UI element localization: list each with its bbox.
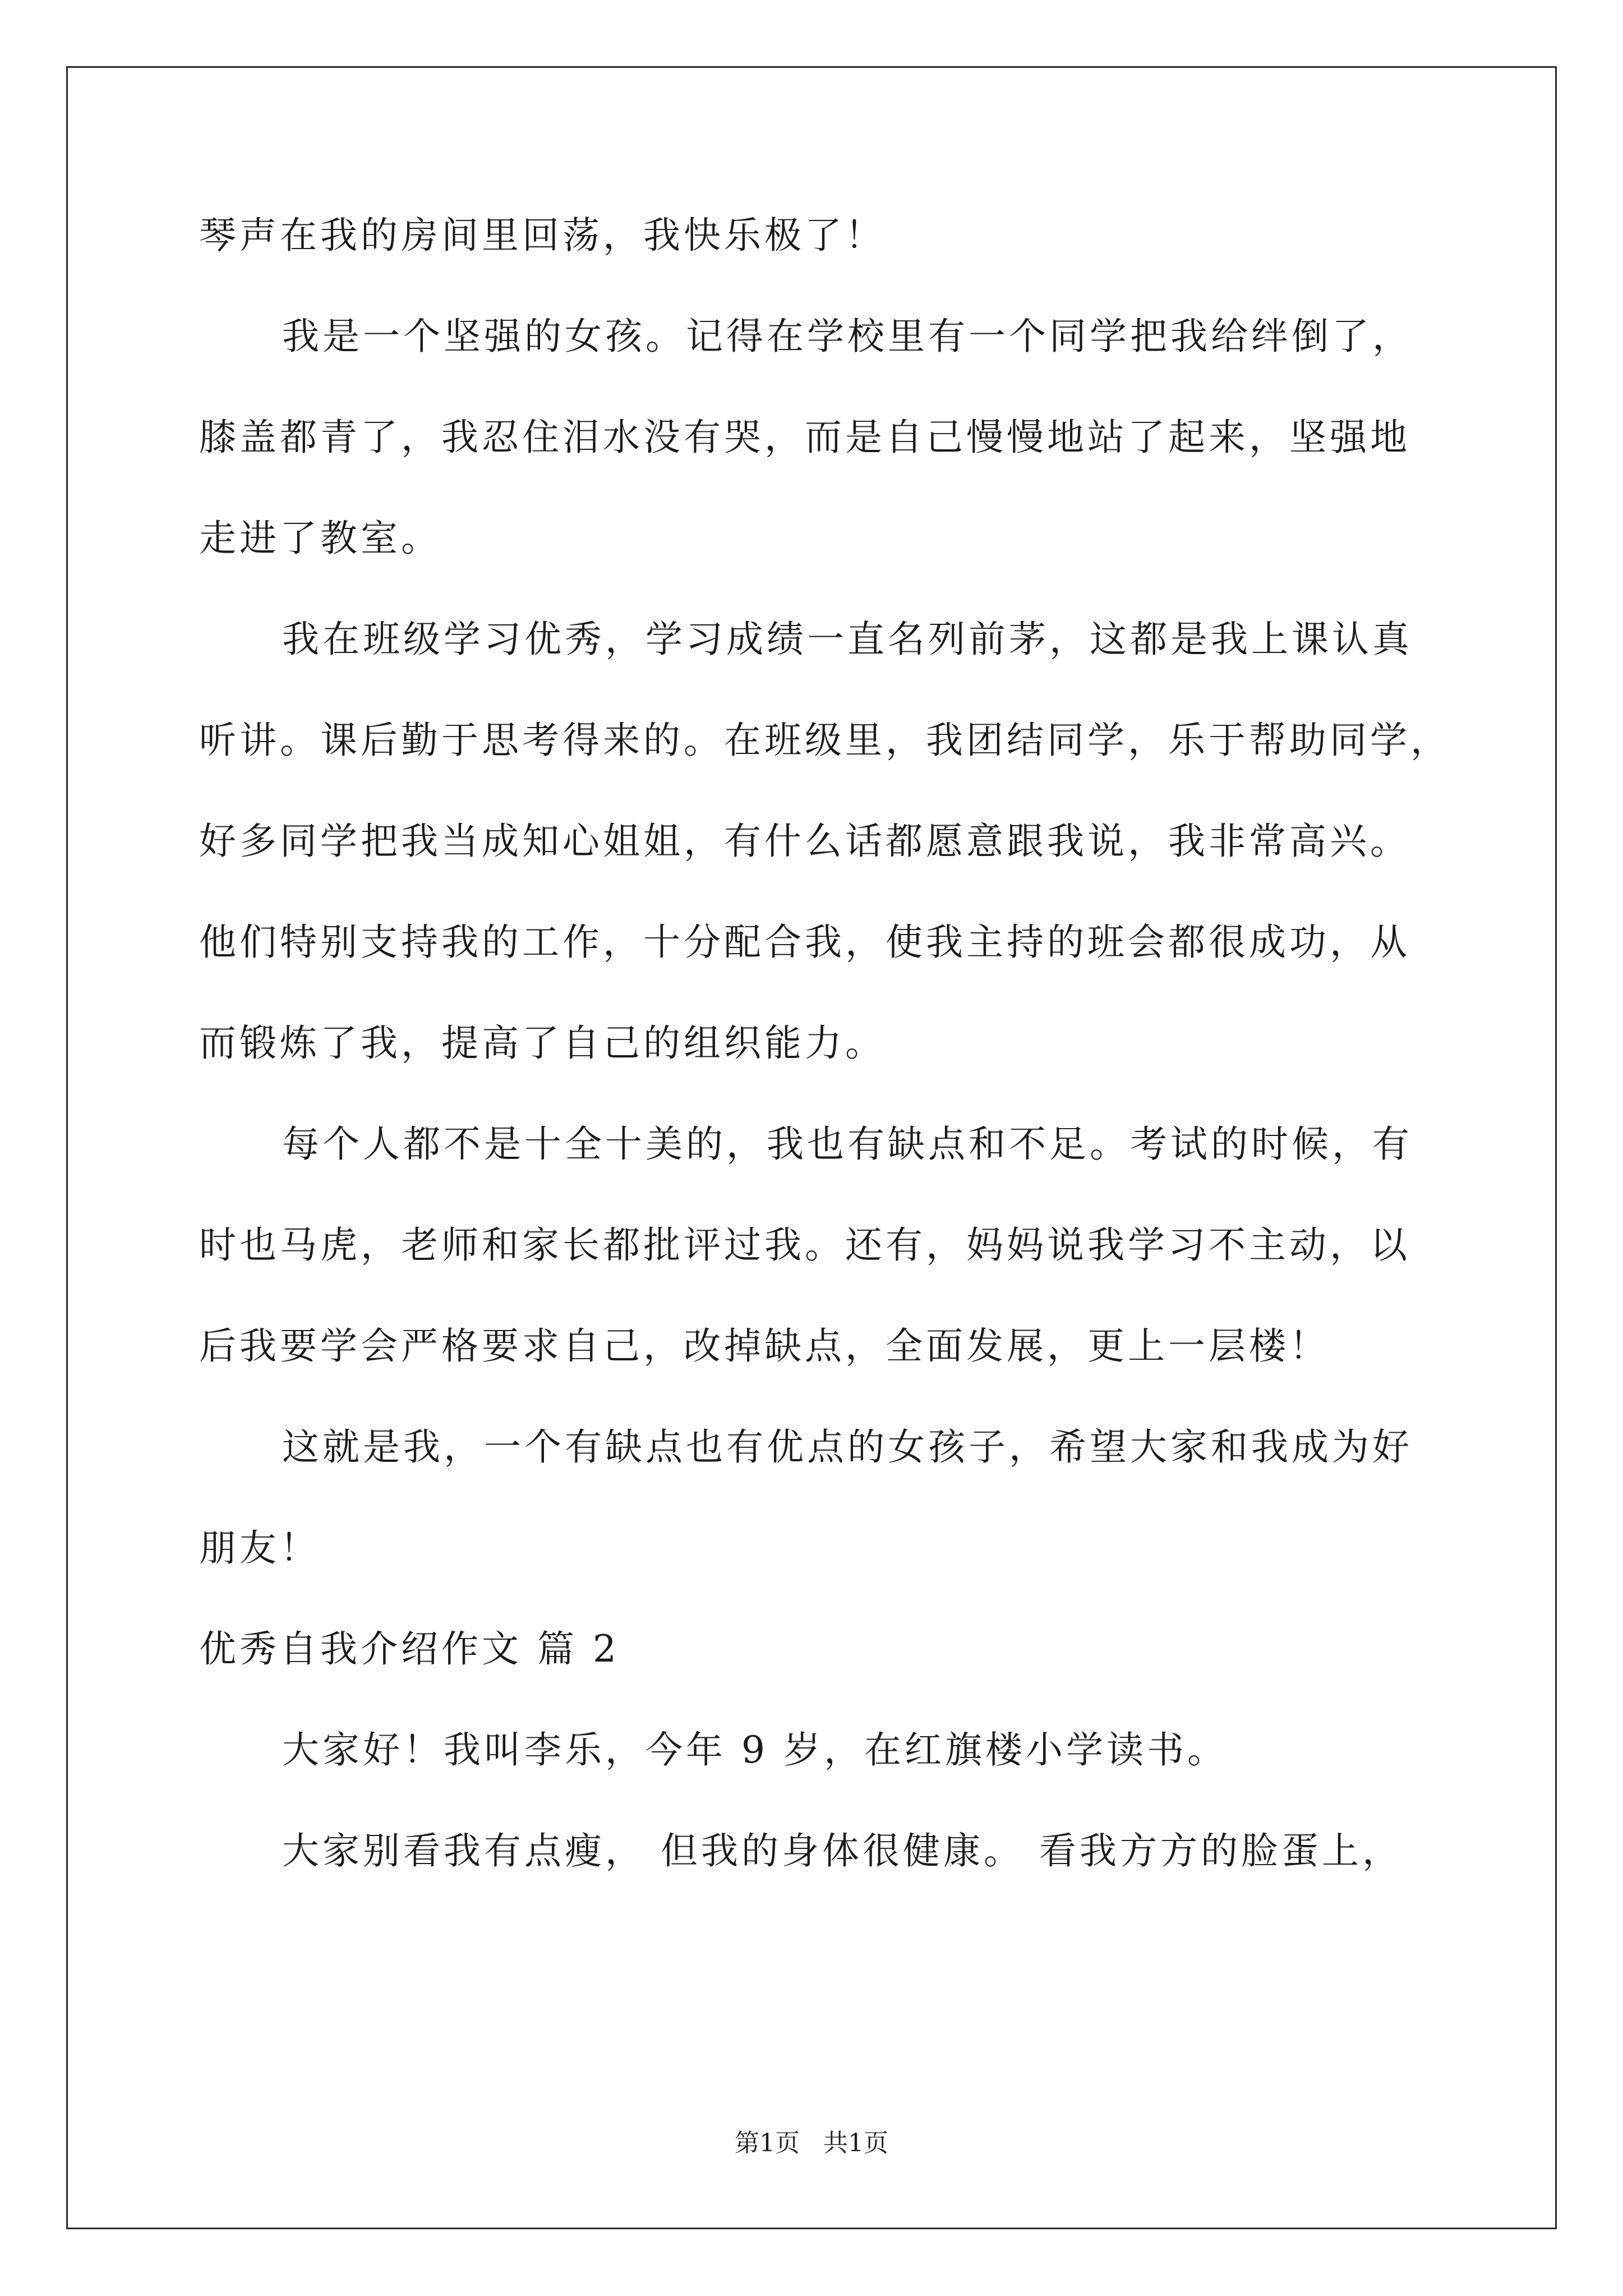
text-line: 他们特别支持我的工作，十分配合我，使我主持的班会都很成功，从: [199, 921, 1410, 964]
document-body: [199, 185, 1455, 1902]
text-line: 我在班级学习优秀，学习成绩一直名列前茅，这都是我上课认真: [282, 618, 1413, 661]
text-line: 后我要学会严格要求自己，改掉缺点，全面发展，更上一层楼！: [199, 1324, 1330, 1368]
text-line: 琴声在我的房间里回荡，我快乐极了！: [199, 214, 886, 257]
text-line: 膝盖都青了，我忍住泪水没有哭，而是自己慢慢地站了起来，坚强地: [199, 416, 1410, 459]
text-line: 朋友！: [199, 1526, 320, 1570]
text-line: 我是一个坚强的女孩。记得在学校里有一个同学把我给绊倒了，: [282, 315, 1413, 358]
text-line: 而锻炼了我，提高了自己的组织能力。: [199, 1022, 886, 1065]
text-line: 听讲。课后勤于思考得来的。在班级里，我团结同学，乐于帮助同学，: [199, 719, 1451, 762]
text-line: 大家别看我有点瘦， 但我的身体很健康。 看我方方的脸蛋上，: [282, 1829, 1403, 1872]
text-line: 每个人都不是十全十美的，我也有缺点和不足。考试的时候，有: [282, 1122, 1413, 1166]
text-line: 好多同学把我当成知心姐姐，有什么话都愿意跟我说，我非常高兴。: [199, 820, 1410, 863]
text-line: 走进了教室。: [199, 517, 441, 560]
text-line: 时也马虎，老师和家长都批评过我。还有，妈妈说我学习不主动，以: [199, 1223, 1410, 1267]
text-line: 大家好！我叫李乐，今年 9 岁，在红旗楼小学读书。: [282, 1728, 1228, 1772]
text-line: 这就是我，一个有缺点也有优点的女孩子，希望大家和我成为好: [282, 1425, 1413, 1469]
section-heading: 优秀自我介绍作文 篇 2: [199, 1627, 620, 1671]
page-number-footer: 第1页 共1页: [735, 2129, 888, 2157]
